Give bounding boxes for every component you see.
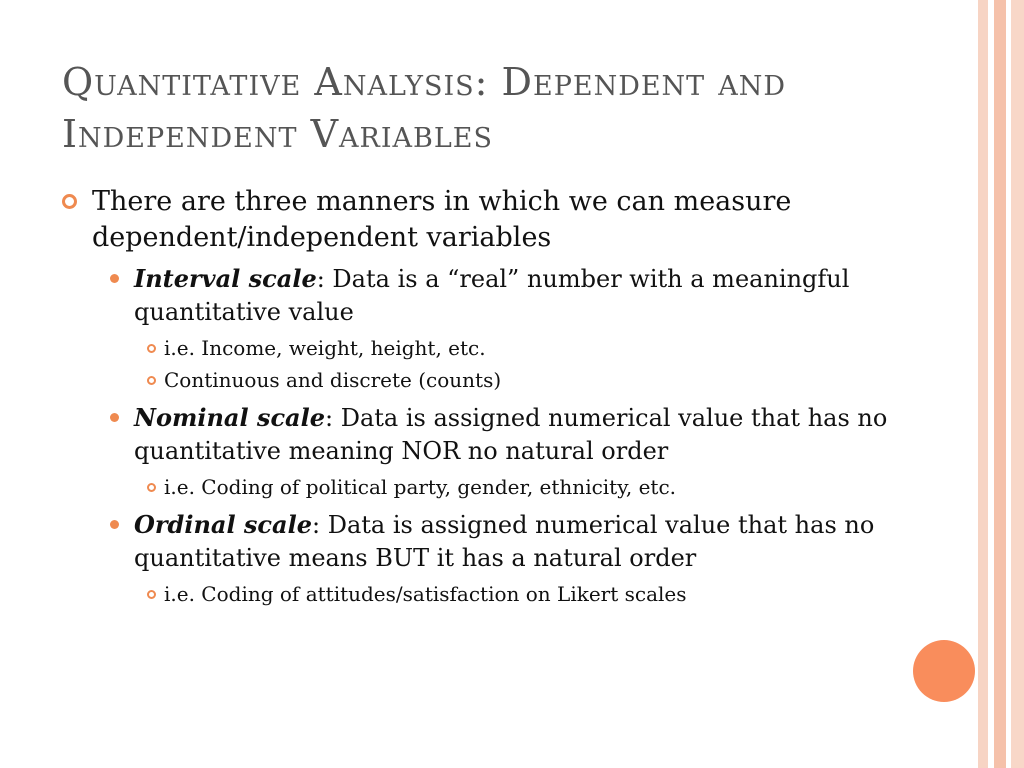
term-label: Ordinal scale — [134, 510, 312, 539]
ring-bullet-small-icon — [147, 376, 156, 385]
dot-bullet-icon — [110, 274, 119, 283]
bullet-text: i.e. Coding of attitudes/satisfaction on Likert scales — [164, 582, 687, 606]
term-definition: : Data is assigned numerical value that has no quantitative meaning NOR no natural order — [134, 404, 888, 465]
term-label: Nominal scale — [134, 403, 325, 432]
bullet-level-3 — [62, 365, 902, 395]
decorative-stripe — [994, 0, 1006, 768]
dot-bullet-icon — [110, 413, 119, 422]
bullet-level-3 — [62, 472, 902, 502]
term-label: Interval scale — [134, 264, 317, 293]
bullet-level-2-interval — [62, 262, 902, 329]
bullet-level-3 — [62, 333, 902, 363]
bullet-level-2-nominal — [62, 401, 902, 468]
ring-bullet-small-icon — [147, 483, 156, 492]
ring-bullet-small-icon — [147, 590, 156, 599]
bullet-level-2-ordinal — [62, 508, 902, 575]
decorative-circle — [913, 640, 975, 702]
bullet-text: Continuous and discrete (counts) — [164, 368, 502, 392]
ring-bullet-small-icon — [147, 344, 156, 353]
bullet-text: There are three manners in which we can measure dependent/independent variables — [92, 186, 792, 253]
bullet-level-1 — [62, 184, 902, 256]
term-definition: : Data is assigned numerical value that has no quantitative means BUT it has a natural order — [134, 511, 875, 572]
decorative-stripe — [1011, 0, 1024, 768]
bullet-text: i.e. Income, weight, height, etc. — [164, 336, 486, 360]
dot-bullet-icon — [110, 520, 119, 529]
bullet-level-3 — [62, 579, 902, 609]
term-definition: : Data is a “real” number with a meaningful quantitative value — [134, 265, 850, 326]
ring-bullet-icon — [62, 194, 77, 209]
decorative-stripe — [978, 0, 988, 768]
slide-title: Quantitative Analysis: Dependent and Independent Variables — [62, 60, 787, 156]
bullet-text: i.e. Coding of political party, gender, ethnicity, etc. — [164, 475, 677, 499]
slide-body — [62, 184, 902, 609]
